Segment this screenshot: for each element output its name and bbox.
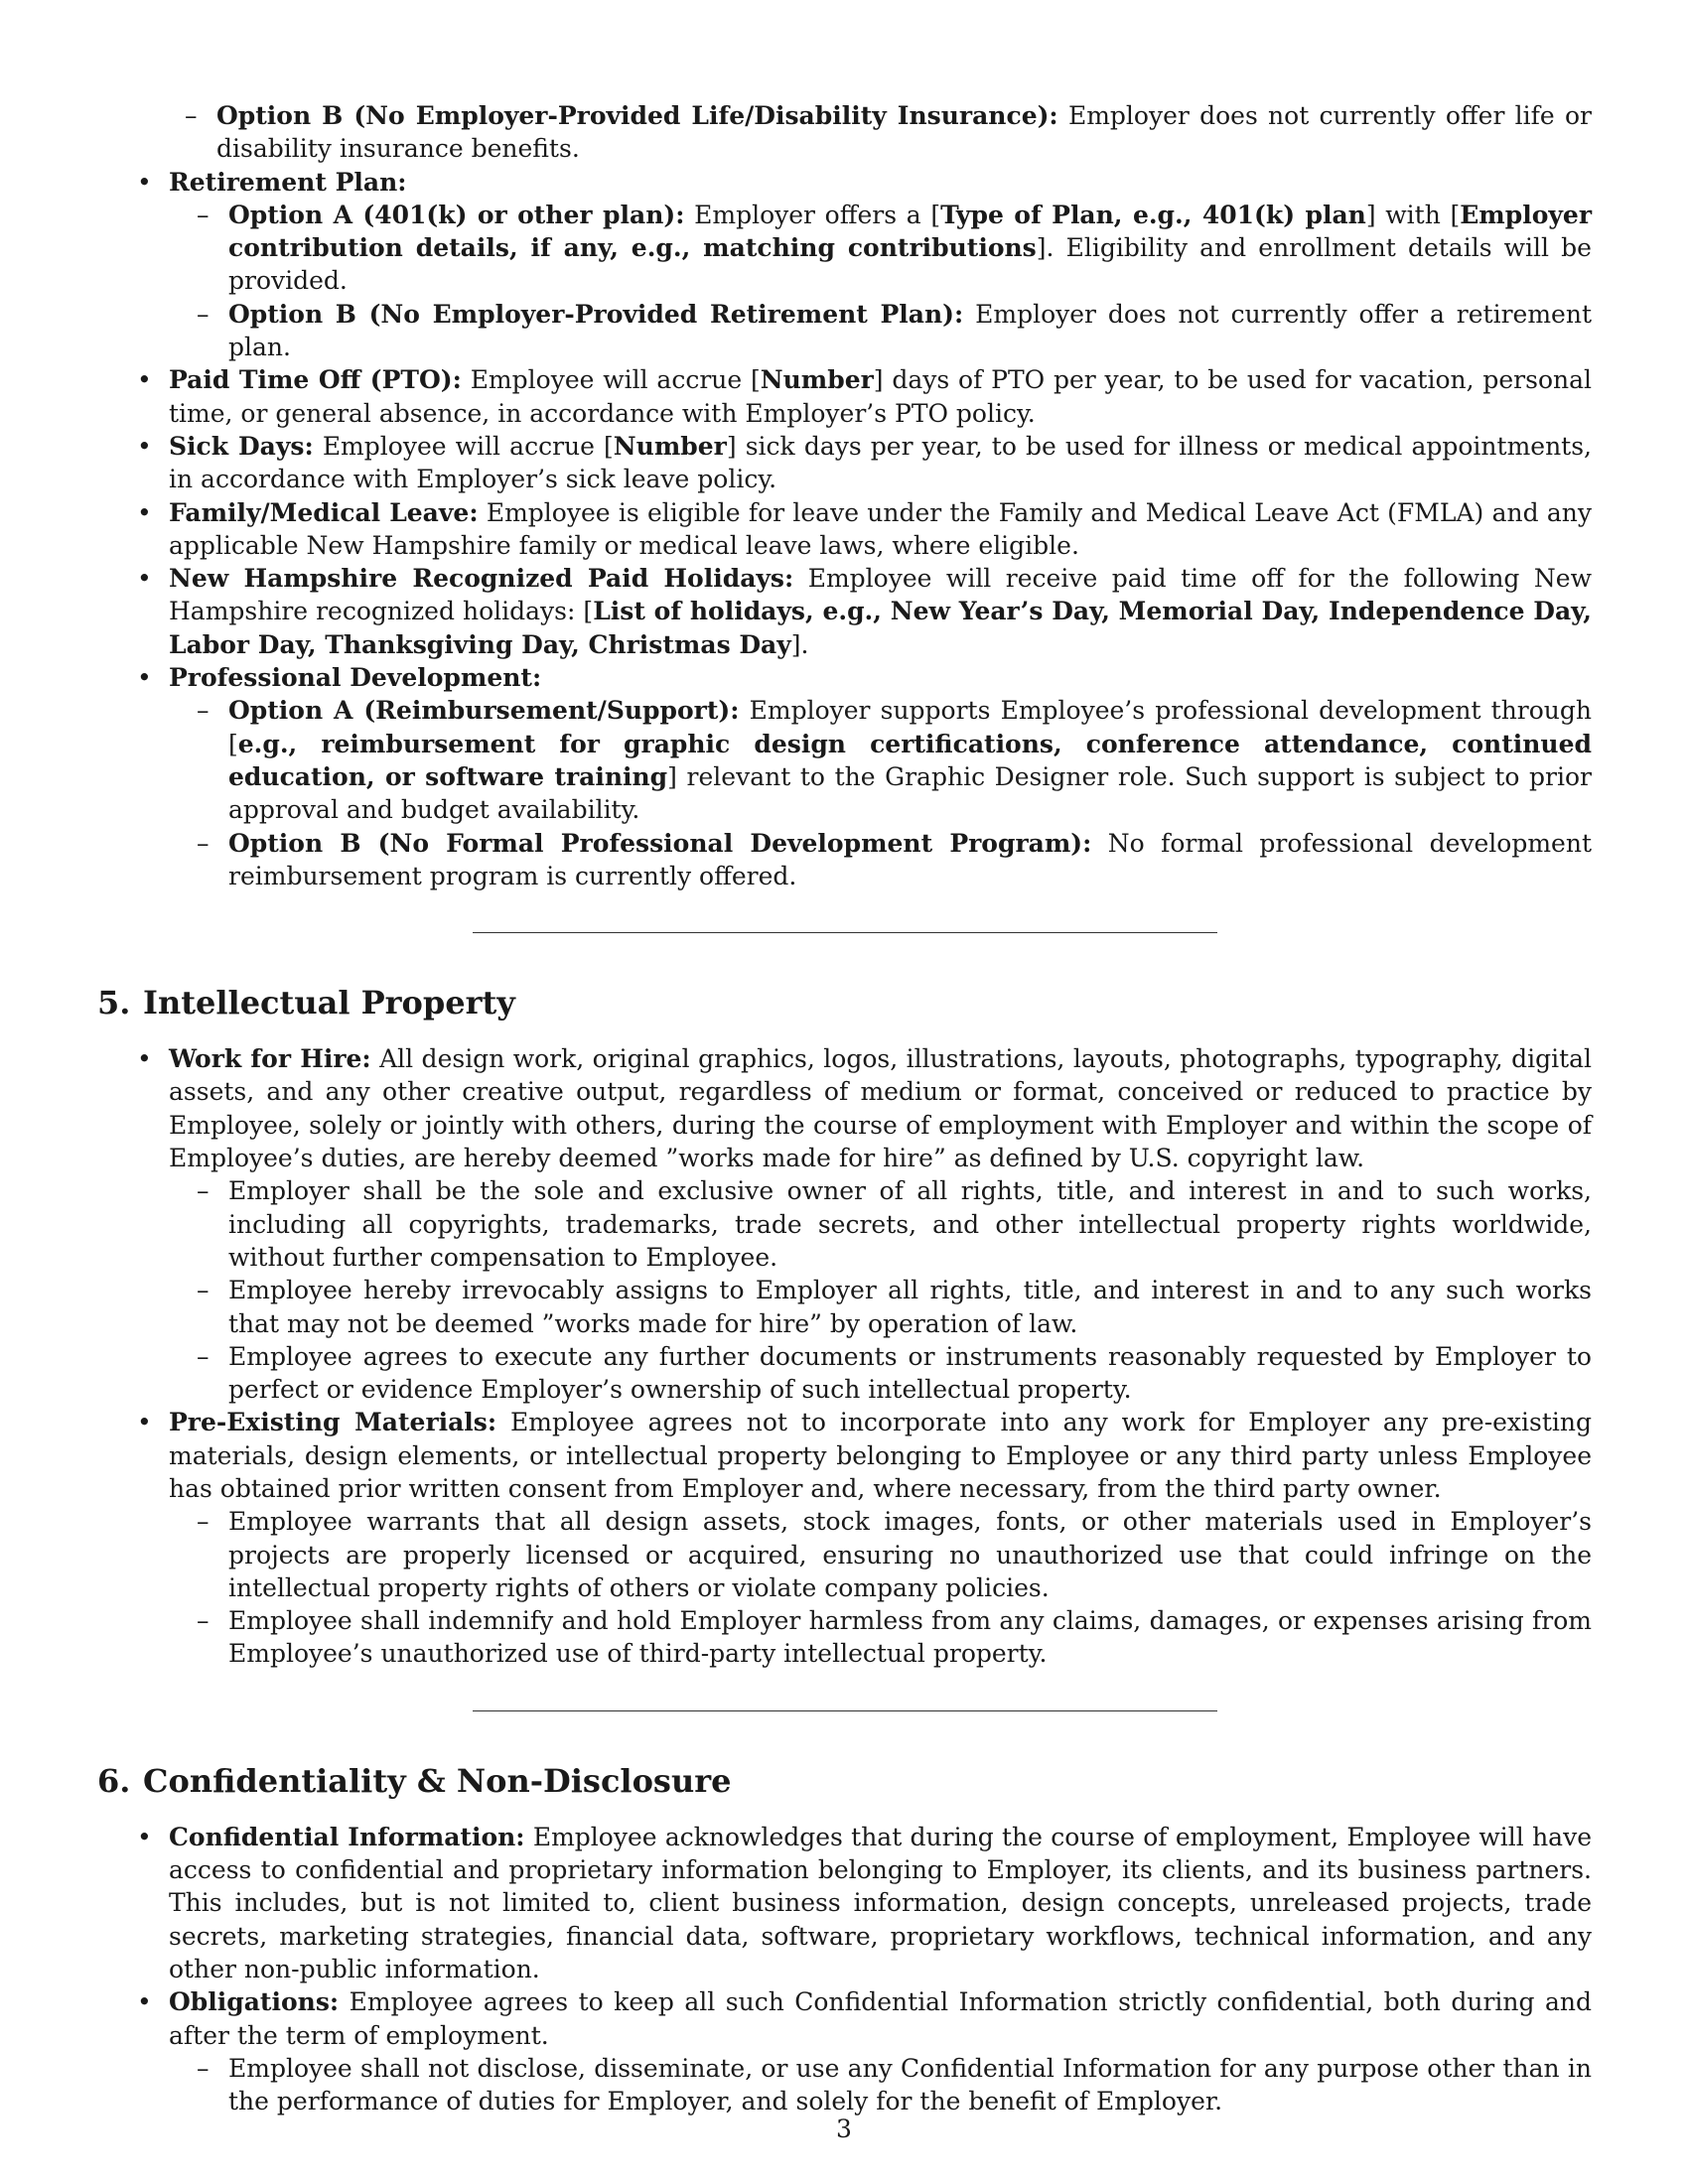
list-item-professional-development bbox=[97, 661, 1592, 892]
section-title: Intellectual Property bbox=[143, 984, 515, 1023]
sub-list bbox=[157, 99, 1592, 166]
item-text: Employee agrees not to incorporate into any work for Employer any pre-existing materials, design elements, or intellectual property belonging to Employee or any third party unless Employee has obtained prior written consent from Employer and, where necessary, from the third party owner. bbox=[169, 1408, 1593, 1503]
list-item-retirement bbox=[97, 166, 1592, 364]
ip-list bbox=[97, 1042, 1592, 1671]
sub-list bbox=[169, 1505, 1592, 1670]
option-text: No formal professional development reimbursement program is currently offered. bbox=[228, 828, 1592, 890]
section-number: 5. bbox=[97, 984, 131, 1023]
list-item bbox=[97, 99, 1592, 166]
list-item-work-for-hire bbox=[97, 1042, 1592, 1406]
item-label: Sick Days: bbox=[169, 431, 314, 461]
item-label: Pre-Existing Materials: bbox=[169, 1408, 497, 1437]
sub-list bbox=[169, 2052, 1592, 2118]
option-text: ] with [ bbox=[1365, 200, 1461, 229]
item-text: ] days of PTO per year, to be used for vacation, personal time, or general absence, in accordance with Employer’s PTO policy. bbox=[169, 365, 1592, 428]
section-divider bbox=[473, 932, 1217, 933]
placeholder-text: e.g., reimbursement for graphic design certifications, conference attendance, continued education, or software training bbox=[228, 729, 1592, 791]
benefits-list bbox=[97, 99, 1592, 166]
sub-list bbox=[169, 694, 1592, 892]
list-item-confidential-information bbox=[97, 1821, 1592, 1985]
item-text: ]. bbox=[790, 629, 809, 659]
list-item bbox=[169, 298, 1592, 364]
option-text: ] relevant to the Graphic Designer role. Such support is subject to prior approval and budget availability. bbox=[228, 761, 1592, 825]
item-text: Employee acknowledges that during the course of employment, Employee will have access to confidential and proprietary information belonging to Employer, its clients, and its business partners. This includes, but is not limited to, client business information, design concepts, unreleased projects, trade secrets, marketing strategies, financial data, software, proprietary workflows, technical information, and any other non-public information. bbox=[169, 1822, 1592, 1983]
item-label: Professional Development: bbox=[169, 663, 542, 693]
list-item-obligations bbox=[97, 1985, 1592, 2117]
list-item bbox=[169, 694, 1592, 826]
list-item-pre-existing-materials bbox=[97, 1406, 1592, 1670]
item-label: Obligations: bbox=[169, 1987, 340, 2017]
section-heading bbox=[97, 983, 1592, 1023]
option-text: Employer supports Employee’s professional development through [ bbox=[228, 696, 1592, 758]
section-divider bbox=[473, 1710, 1217, 1711]
placeholder-text: Type of Plan, e.g., 401(k) plan bbox=[940, 200, 1366, 229]
list-item: – Employer shall be the sole and exclusive owner of all rights, title, and interest in and to such works, including all copyrights, trademarks, trade secrets, and other intellectual property rights worldwide, without further compensation to Employee. bbox=[169, 1174, 1592, 1274]
list-item bbox=[169, 827, 1592, 893]
page-number: 3 bbox=[836, 2115, 852, 2143]
item-text: Employee is eligible for leave under the Family and Medical Leave Act (FMLA) and any applicable New Hampshire family or medical leave laws, where eligible. bbox=[169, 497, 1592, 560]
item-label: Work for Hire: bbox=[169, 1044, 371, 1074]
item-text: ] sick days per year, to be used for illness or medical appointments, in accordance with Employer’s sick leave policy. bbox=[169, 431, 1592, 494]
option-text: Employer offers a [ bbox=[694, 200, 941, 229]
list-item: – Employee agrees to execute any further documents or instruments reasonably requested by Employer to perfect or evidence Employer’s ownership of such intellectual property. bbox=[169, 1340, 1592, 1407]
page-content bbox=[97, 99, 1592, 2117]
item-label: Retirement Plan: bbox=[169, 167, 407, 197]
list-item: – Employee shall indemnify and hold Employer harmless from any claims, damages, or expenses arising from Employee’s unauthorized use of third-party intellectual property. bbox=[169, 1604, 1592, 1671]
placeholder-text: Employer contribution details, if any, e.g., matching contributions bbox=[228, 200, 1592, 263]
item-text: Employee will receive paid time off for the following New Hampshire recognized holidays: [ bbox=[169, 564, 1592, 626]
placeholder-text: Number bbox=[760, 365, 874, 395]
section-title: Confidentiality & Non-Disclosure bbox=[143, 1761, 732, 1800]
option-label: Option A (401(k) or other plan): bbox=[228, 200, 685, 229]
placeholder-text: List of holidays, e.g., New Year’s Day, Memorial Day, Independence Day, Labor Day, Thanksgiving Day, Christmas Day bbox=[169, 597, 1592, 659]
option-label: Option A (Reimbursement/Support): bbox=[228, 696, 740, 726]
option-label: Option B (No Formal Professional Development Program): bbox=[228, 828, 1092, 858]
item-text: Employee will accrue [ bbox=[470, 365, 761, 395]
item-label: Paid Time Off (PTO): bbox=[169, 365, 462, 395]
list-item-family-leave bbox=[97, 496, 1592, 563]
confidentiality-list bbox=[97, 1821, 1592, 2118]
option-label: Option B (No Employer-Provided Retirement Plan): bbox=[228, 299, 964, 329]
item-text: Employee agrees to keep all such Confidential Information strictly confidential, both during and after the term of employment. bbox=[169, 1987, 1592, 2050]
list-item: – Employee warrants that all design assets, stock images, fonts, or other materials used in Employer’s projects are properly licensed or acquired, ensuring no unauthorized use that could infringe on the intellectual property rights of others or violate company policies. bbox=[169, 1505, 1592, 1604]
list-item: – Employee hereby irrevocably assigns to Employer all rights, title, and interest in and to any such works that may not be deemed ”works made for hire” by operation of law. bbox=[169, 1274, 1592, 1340]
list-item: – Employee shall not disclose, disseminate, or use any Confidential Information for any purpose other than in the performance of duties for Employer, and solely for the benefit of Employer. bbox=[169, 2052, 1592, 2118]
item-label: Confidential Information: bbox=[169, 1822, 525, 1851]
placeholder-text: Number bbox=[613, 431, 727, 461]
section-heading bbox=[97, 1761, 1592, 1801]
item-label: New Hampshire Recognized Paid Holidays: bbox=[169, 564, 794, 594]
option-text: Employer does not currently offer a retirement plan. bbox=[228, 299, 1592, 362]
option-label: Option B (No Employer-Provided Life/Disability Insurance): bbox=[216, 101, 1058, 130]
item-text: Employee will accrue [ bbox=[322, 431, 614, 461]
option-text: Employer does not currently offer life or disability insurance benefits. bbox=[216, 101, 1592, 164]
sub-list bbox=[169, 199, 1592, 363]
item-text: All design work, original graphics, logos, illustrations, layouts, photographs, typography, digital assets, and any other creative output, regardless of medium or format, conceived or reduced to practice by Employee, solely or jointly with others, during the course of employment with Employer and within the scope of Employee’s duties, are hereby deemed ”works made for hire” as defined by U.S. copyright law. bbox=[169, 1044, 1593, 1173]
list-item-pto bbox=[97, 363, 1592, 430]
section-number: 6. bbox=[97, 1761, 131, 1800]
list-item bbox=[157, 99, 1592, 166]
item-label: Family/Medical Leave: bbox=[169, 497, 479, 527]
option-text: ]. Eligibility and enrollment details will be provided. bbox=[228, 233, 1592, 296]
benefits-list-continued bbox=[97, 166, 1592, 893]
list-item-sick-days bbox=[97, 430, 1592, 496]
list-item-holidays bbox=[97, 562, 1592, 661]
list-item bbox=[169, 199, 1592, 298]
sub-list bbox=[169, 1174, 1592, 1406]
